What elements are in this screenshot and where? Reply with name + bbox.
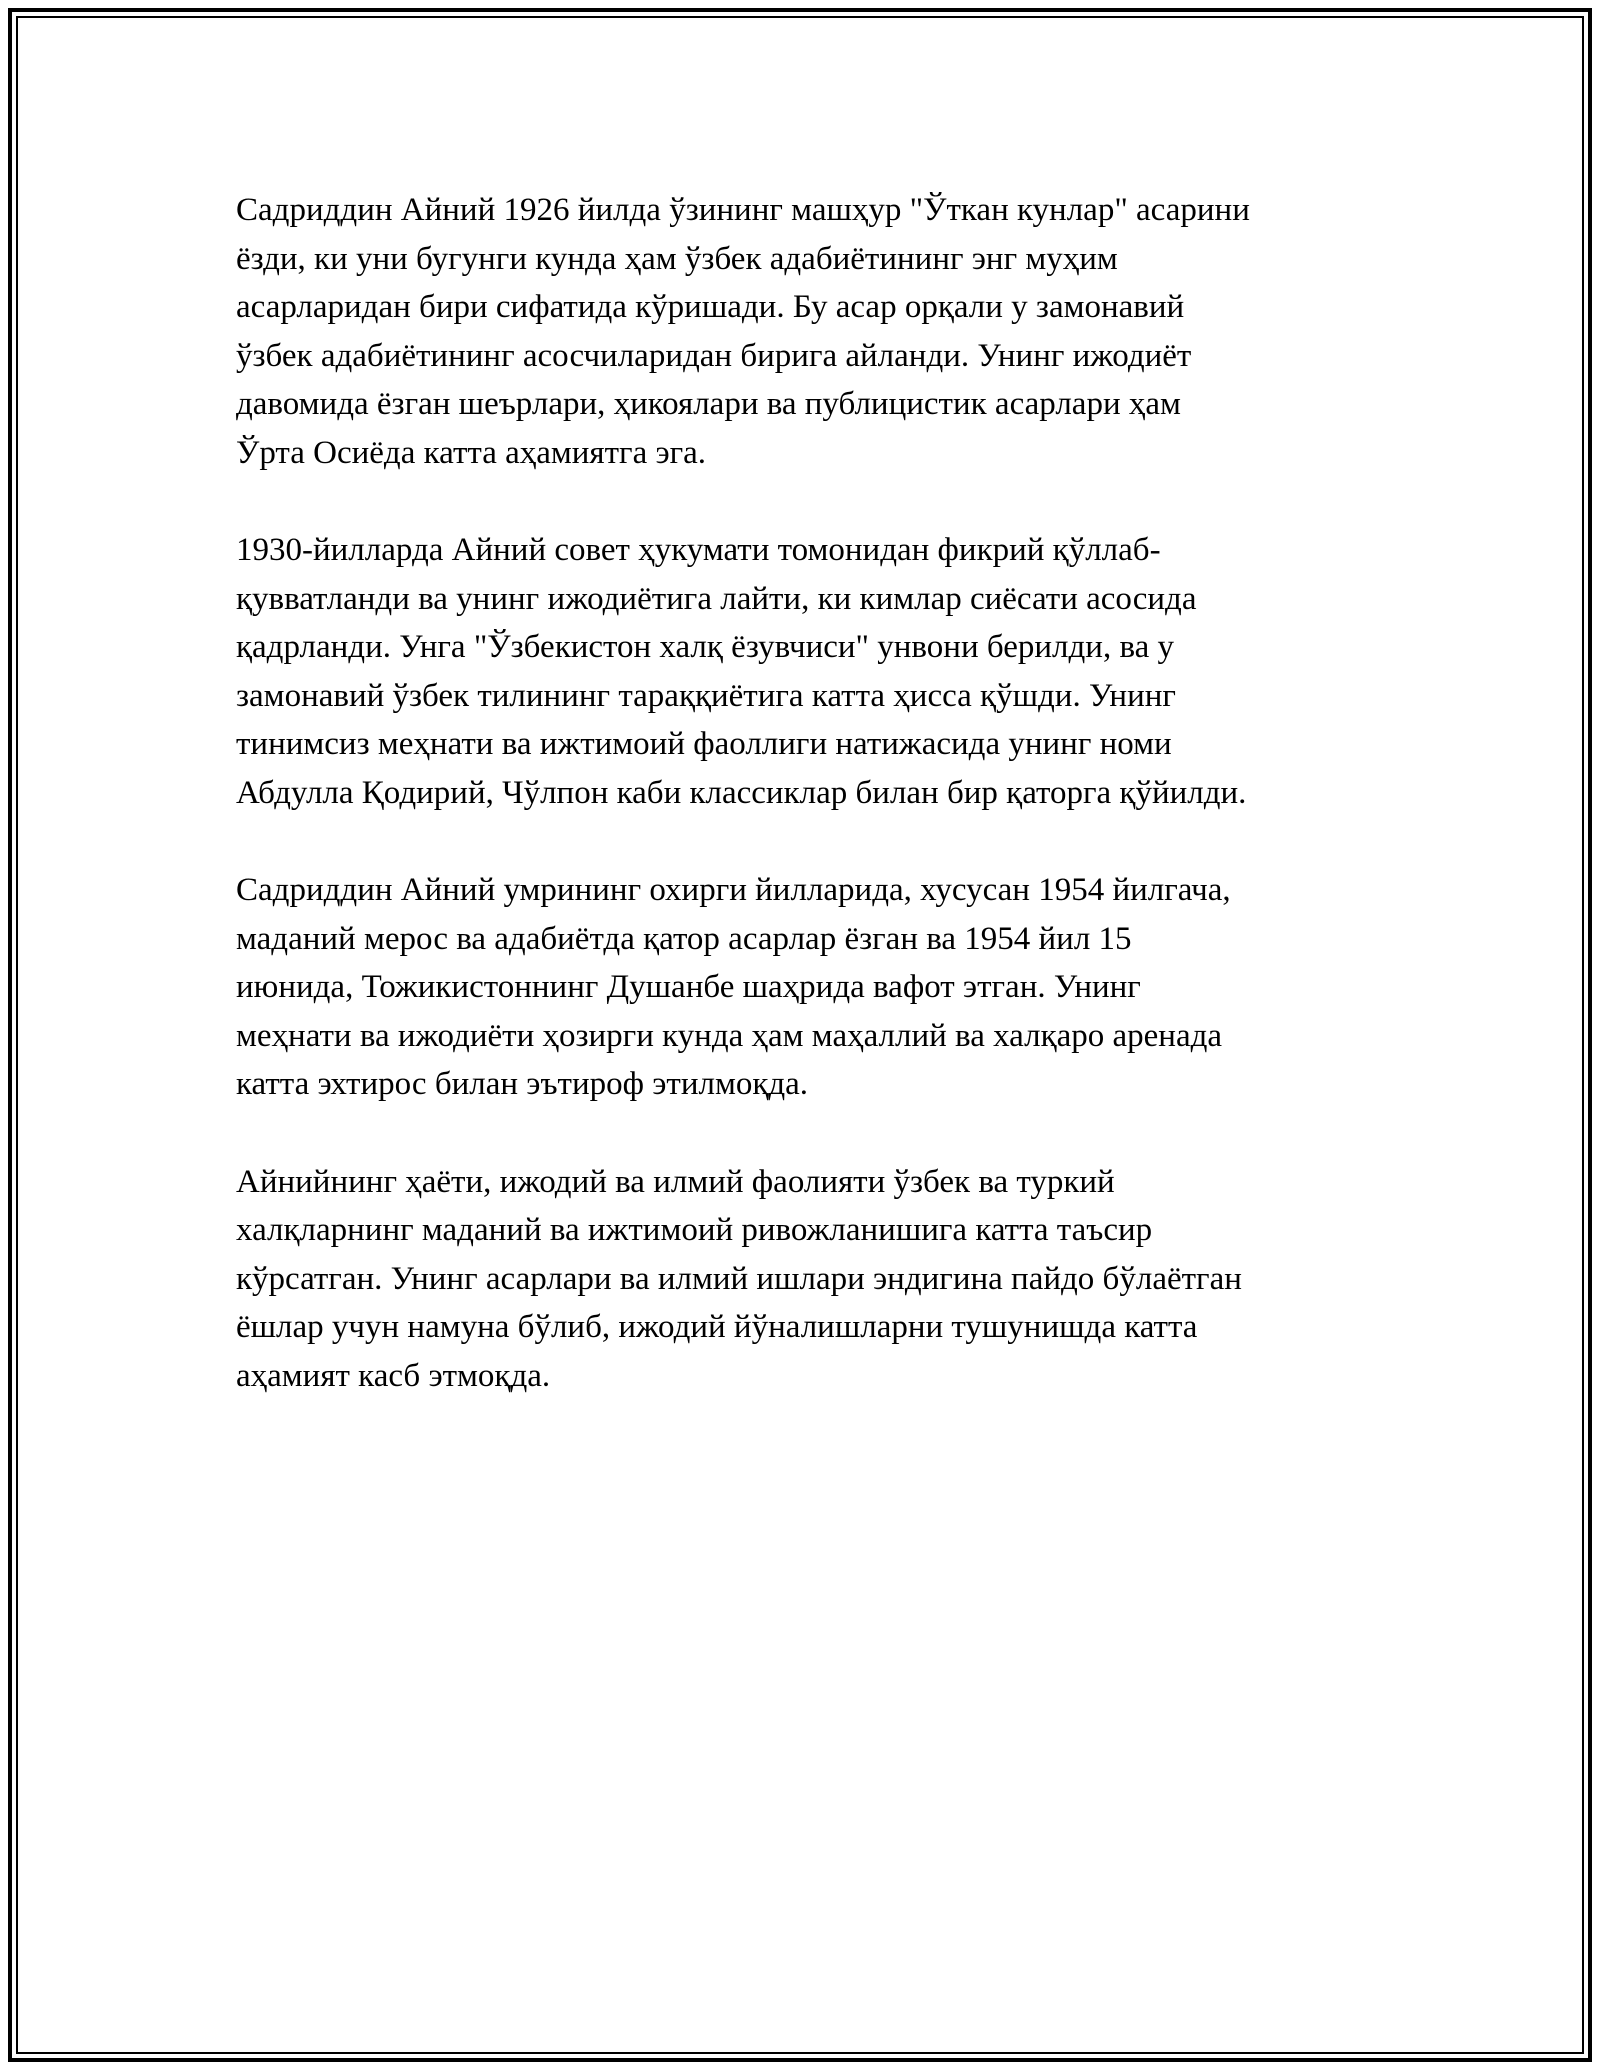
text-line: Садриддин Айний умрининг охирги йилларида, хусусан 1954 йилгача, <box>236 872 1231 908</box>
text-line: кўрсатган. Унинг асарлари ва илмий ишлари эндигина пайдо бўлаётган <box>236 1260 1242 1297</box>
paragraph-3 <box>236 866 1406 1109</box>
paragraph-2 <box>236 526 1406 817</box>
text-line: тинимсиз меҳнати ва ижтимоий фаоллиги натижасида унинг номи <box>236 726 1172 762</box>
text-line: катта эхтирос билан эътироф этилмоқда. <box>236 1066 809 1102</box>
text-line: июнида, Тожикистоннинг Душанбе шаҳрида вафот этган. Унинг <box>236 969 1141 1005</box>
text-line: 1930-йилларда Айний совет ҳукумати томонидан фикрий қўллаб- <box>236 532 1161 568</box>
text-line: замонавий ўзбек тилининг тараққиётига катта ҳисса қўшди. Унинг <box>236 677 1176 714</box>
text-line: аҳамият касб этмоқда. <box>236 1357 551 1394</box>
text-line: ўзбек адабиётининг асосчиларидан бирига айланди. Унинг ижодиёт <box>236 337 1192 374</box>
paragraph-1 <box>236 186 1406 477</box>
text-line: қувватланди ва унинг ижодиётига лайти, ки кимлар сиёсати асосида <box>236 580 1197 617</box>
text-line: маданий мерос ва адабиётда қатор асарлар ёзган ва 1954 йил 15 <box>236 920 1132 957</box>
text-line: қадрланди. Унга "Ўзбекистон халқ ёзувчиси" унвони берилди, ва у <box>236 629 1174 665</box>
text-line: Айнийнинг ҳаёти, ижодий ва илмий фаолияти ўзбек ва туркий <box>236 1163 1115 1200</box>
document-body <box>236 186 1406 1449</box>
text-line: Ўрта Осиёда катта аҳамиятга эга. <box>236 434 707 471</box>
paragraph-4 <box>236 1158 1406 1401</box>
text-line: Абдулла Қодирий, Чўлпон каби классиклар билан бир қаторга қўйилди. <box>236 774 1247 811</box>
text-line: халқларнинг маданий ва ижтимоий ривожланишига катта таъсир <box>236 1212 1153 1248</box>
text-line: Садриддин Айний 1926 йилда ўзининг машҳур "Ўткан кунлар" асарини <box>236 192 1250 228</box>
text-line: меҳнати ва ижодиёти ҳозирги кунда ҳам маҳаллий ва халқаро аренада <box>236 1017 1223 1054</box>
text-line: ёшлар учун намуна бўлиб, ижодий йўналишларни тушунишда катта <box>236 1309 1198 1345</box>
text-line: асарларидан бири сифатида кўришади. Бу асар орқали у замонавий <box>236 289 1185 325</box>
text-line: ёзди, ки уни бугунги кунда ҳам ўзбек адабиётининг энг муҳим <box>236 240 1118 277</box>
text-line: давомида ёзган шеърлари, ҳикоялари ва публицистик асарлари ҳам <box>236 386 1181 422</box>
